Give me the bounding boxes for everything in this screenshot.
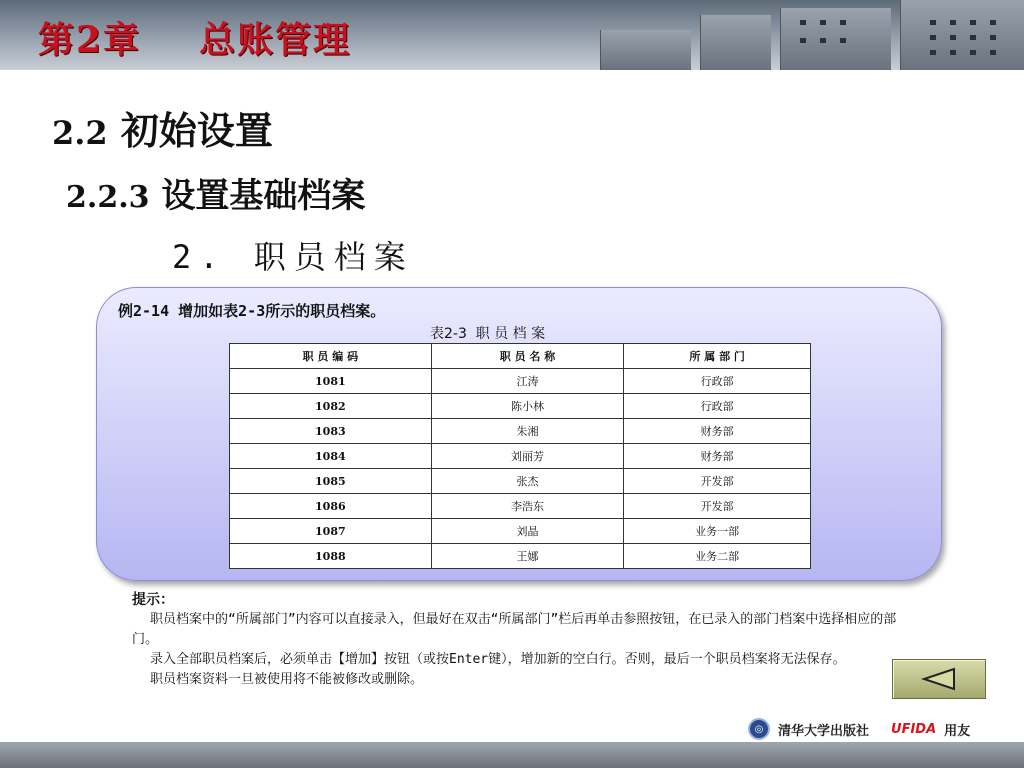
footer-logos — [748, 718, 970, 740]
employee-name: 张杰 — [431, 469, 624, 494]
footer-band — [0, 742, 1024, 768]
employee-name: 刘丽芳 — [431, 444, 624, 469]
tip-paragraph: 录入全部职员档案后，必须单击【增加】按钮（或按Enter键），增加新的空白行。否则，最后一个职员档案将无法保存。 — [150, 652, 846, 667]
employee-code: 1085 — [230, 469, 432, 494]
tip-paragraph: 职员档案中的“所属部门”内容可以直接录入，但最好在双击“所属部门”栏后再单击参照按钮，在已录入的部门档案中选择相应的部门。 — [132, 612, 897, 647]
employee-dept: 行政部 — [624, 369, 811, 394]
publisher-name: 清华大学出版社 — [778, 723, 870, 739]
table-row — [230, 369, 811, 394]
table-row — [230, 519, 811, 544]
employee-dept: 行政部 — [624, 394, 811, 419]
triangle-left-icon — [921, 667, 957, 691]
employee-dept: 业务二部 — [624, 544, 811, 569]
employee-code: 1087 — [230, 519, 432, 544]
employee-code: 1084 — [230, 444, 432, 469]
table-row — [230, 419, 811, 444]
employee-name: 李浩东 — [431, 494, 624, 519]
employee-code: 1086 — [230, 494, 432, 519]
brand-logo: UFIDA — [891, 721, 937, 737]
example-text: 例2-14 增加如表2-3所示的职员档案。 — [118, 302, 386, 320]
slide-header-banner — [0, 0, 1024, 70]
employee-dept: 业务一部 — [624, 519, 811, 544]
table-row — [230, 544, 811, 569]
table-row — [230, 494, 811, 519]
column-header-code: 职 员 编 码 — [230, 344, 432, 369]
brand-logo-cn: 用友 — [944, 723, 971, 739]
table-caption: 表2-3 职 员 档 案 — [430, 326, 546, 342]
employee-dept: 开发部 — [624, 469, 811, 494]
employee-dept: 财务部 — [624, 419, 811, 444]
employee-dept: 开发部 — [624, 494, 811, 519]
section-title: 初始设置 — [120, 108, 273, 153]
employee-code: 1088 — [230, 544, 432, 569]
university-seal-icon: ◎ — [748, 718, 770, 740]
table-row — [230, 469, 811, 494]
table-row — [230, 444, 811, 469]
tip-paragraph: 职员档案资料一旦被使用将不能被修改或删除。 — [150, 672, 424, 687]
employee-name: 陈小林 — [431, 394, 624, 419]
employee-table — [229, 343, 811, 569]
tips-section — [132, 590, 900, 690]
item-heading: 2. 职员档案 — [172, 238, 414, 276]
subsection-heading — [66, 168, 365, 217]
column-header-name: 职 员 名 称 — [431, 344, 624, 369]
section-number: 2.2 — [52, 114, 108, 152]
building-decoration — [780, 8, 891, 70]
employee-code: 1083 — [230, 419, 432, 444]
employee-name: 江涛 — [431, 369, 624, 394]
subsection-title: 设置基础档案 — [161, 176, 366, 216]
table-header-row — [230, 344, 811, 369]
building-decoration — [900, 0, 1024, 70]
tips-title: 提示： — [132, 592, 174, 608]
employee-dept: 财务部 — [624, 444, 811, 469]
chapter-title: 第2章 总账管理 — [38, 19, 352, 61]
employee-name: 刘晶 — [431, 519, 624, 544]
section-heading — [52, 100, 273, 155]
column-header-dept: 所 属 部 门 — [624, 344, 811, 369]
employee-code: 1081 — [230, 369, 432, 394]
building-decoration — [600, 30, 691, 70]
table-row — [230, 394, 811, 419]
employee-code: 1082 — [230, 394, 432, 419]
back-button[interactable] — [892, 659, 986, 699]
employee-name: 王娜 — [431, 544, 624, 569]
employee-name: 朱湘 — [431, 419, 624, 444]
building-decoration — [700, 15, 771, 70]
subsection-number: 2.2.3 — [66, 180, 150, 215]
